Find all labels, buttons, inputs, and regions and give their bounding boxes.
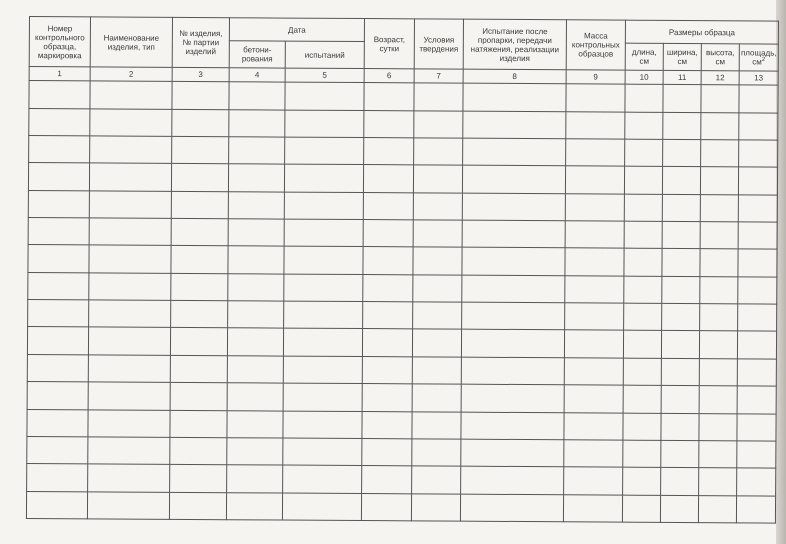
entry-cell[interactable] xyxy=(283,356,362,384)
entry-cell[interactable] xyxy=(699,440,737,468)
entry-cell[interactable] xyxy=(700,304,738,332)
entry-cell[interactable] xyxy=(411,493,460,521)
entry-cell[interactable] xyxy=(412,466,461,494)
entry-cell[interactable] xyxy=(625,139,663,167)
column-number-cell: 10 xyxy=(625,70,663,84)
entry-cell[interactable] xyxy=(463,138,566,166)
entry-cell[interactable] xyxy=(171,246,228,274)
entry-cell[interactable] xyxy=(624,303,662,331)
entry-cell[interactable] xyxy=(362,438,412,466)
entry-cell[interactable] xyxy=(228,246,284,274)
entry-cell[interactable] xyxy=(738,194,777,222)
entry-cell[interactable] xyxy=(625,84,663,112)
entry-cell[interactable] xyxy=(27,382,88,410)
entry-cell[interactable] xyxy=(565,275,624,303)
entry-cell[interactable] xyxy=(26,491,87,519)
entry-cell[interactable] xyxy=(661,358,699,386)
entry-cell[interactable] xyxy=(89,218,171,246)
entry-cell[interactable] xyxy=(699,468,737,496)
entry-cell[interactable] xyxy=(283,328,362,356)
entry-cell[interactable] xyxy=(172,109,229,137)
column-number-cell: 3 xyxy=(172,67,229,82)
entry-cell[interactable] xyxy=(361,493,411,521)
entry-cell[interactable] xyxy=(565,193,624,221)
entry-cell[interactable] xyxy=(564,412,623,440)
header-mass: Масса контрольных образцов xyxy=(566,20,625,70)
entry-cell[interactable] xyxy=(170,410,227,438)
entry-cell[interactable] xyxy=(699,331,737,359)
entry-cell[interactable] xyxy=(699,413,737,441)
entry-cell[interactable] xyxy=(563,494,622,522)
entry-cell[interactable] xyxy=(662,221,700,249)
entry-cell[interactable] xyxy=(738,222,777,250)
entry-cell[interactable] xyxy=(170,328,227,356)
entry-cell[interactable] xyxy=(462,302,565,330)
entry-cell[interactable] xyxy=(89,300,171,328)
entry-cell[interactable] xyxy=(363,274,413,302)
entry-cell[interactable] xyxy=(461,439,564,467)
column-number-cell: 4 xyxy=(229,68,285,83)
entry-cell[interactable] xyxy=(624,166,662,194)
entry-cell[interactable] xyxy=(88,327,170,355)
entry-cell[interactable] xyxy=(462,220,565,248)
entry-cell[interactable] xyxy=(412,384,461,412)
entry-cell[interactable] xyxy=(624,248,662,276)
entry-cell[interactable] xyxy=(228,164,284,192)
entry-cell[interactable] xyxy=(171,164,228,192)
entry-cell[interactable] xyxy=(623,413,661,441)
entry-cell[interactable] xyxy=(414,83,463,111)
entry-cell[interactable] xyxy=(564,330,623,358)
column-number-cell: 11 xyxy=(663,70,701,84)
header-sample-number: Номер контрольного образца, маркировка xyxy=(29,17,90,67)
entry-cell[interactable] xyxy=(624,194,662,222)
entry-cell[interactable] xyxy=(283,383,362,411)
entry-cell[interactable] xyxy=(283,465,362,493)
entry-cell[interactable] xyxy=(285,82,364,110)
entry-cell[interactable] xyxy=(663,139,701,167)
entry-cell[interactable] xyxy=(89,273,171,301)
entry-cell[interactable] xyxy=(227,355,283,383)
entry-cell[interactable] xyxy=(90,108,172,136)
entry-cell[interactable] xyxy=(701,140,739,168)
entry-cell[interactable] xyxy=(229,109,285,137)
entry-cell[interactable] xyxy=(363,165,413,193)
entry-cell[interactable] xyxy=(88,437,170,465)
entry-cell[interactable] xyxy=(284,219,363,247)
header-product-no: № изделия, № партии изделий xyxy=(172,17,229,67)
entry-cell[interactable] xyxy=(461,357,564,385)
entry-cell[interactable] xyxy=(228,301,284,329)
entry-cell[interactable] xyxy=(737,359,776,387)
entry-cell[interactable] xyxy=(229,137,285,165)
entry-cell[interactable] xyxy=(27,436,88,464)
entry-cell[interactable] xyxy=(171,191,228,219)
entry-cell[interactable] xyxy=(461,466,564,494)
column-number-cell: 5 xyxy=(285,68,364,83)
entry-cell[interactable] xyxy=(413,165,462,193)
header-area xyxy=(739,44,778,71)
entry-cell[interactable] xyxy=(364,137,414,165)
entry-cell[interactable] xyxy=(661,331,699,359)
entry-cell[interactable] xyxy=(88,382,170,410)
entry-cell[interactable] xyxy=(27,409,88,437)
entry-cell[interactable] xyxy=(28,245,89,273)
entry-cell[interactable] xyxy=(462,165,565,193)
entry-cell[interactable] xyxy=(412,329,461,357)
entry-cell[interactable] xyxy=(737,386,776,414)
entry-cell[interactable] xyxy=(738,167,777,195)
entry-cell[interactable] xyxy=(414,138,463,166)
entry-cell[interactable] xyxy=(662,249,700,277)
header-height: высота, см xyxy=(701,44,739,71)
entry-cell[interactable] xyxy=(226,492,282,520)
entry-cell[interactable] xyxy=(363,220,413,248)
entry-cell[interactable] xyxy=(701,85,739,113)
entry-cell[interactable] xyxy=(623,440,661,468)
entry-cell[interactable] xyxy=(622,495,660,523)
entry-cell[interactable] xyxy=(564,385,623,413)
entry-cell[interactable] xyxy=(227,465,283,493)
entry-cell[interactable] xyxy=(662,167,700,195)
entry-cell[interactable] xyxy=(284,301,363,329)
control-samples-table xyxy=(26,16,779,524)
entry-cell[interactable] xyxy=(171,300,228,328)
entry-cell[interactable] xyxy=(625,112,663,140)
entry-cell[interactable] xyxy=(737,441,776,469)
header-area-superscript: 2 xyxy=(761,56,766,63)
entry-cell[interactable] xyxy=(462,275,565,303)
entry-cell[interactable] xyxy=(364,83,414,111)
entry-cell[interactable] xyxy=(565,248,624,276)
entry-cell[interactable] xyxy=(661,468,699,496)
entry-cell[interactable] xyxy=(460,494,563,522)
entry-cell[interactable] xyxy=(413,302,462,330)
entry-cell[interactable] xyxy=(88,464,170,492)
entry-cell[interactable] xyxy=(564,358,623,386)
entry-cell[interactable] xyxy=(700,167,738,195)
entry-cell[interactable] xyxy=(227,328,283,356)
entry-cell[interactable] xyxy=(699,386,737,414)
entry-cell[interactable] xyxy=(170,465,227,493)
entry-cell[interactable] xyxy=(661,386,699,414)
entry-cell[interactable] xyxy=(463,111,566,139)
entry-cell[interactable] xyxy=(364,110,414,138)
entry-cell[interactable] xyxy=(227,438,283,466)
header-date: Дата xyxy=(229,18,364,42)
entry-cell[interactable] xyxy=(284,274,363,302)
entry-cell[interactable] xyxy=(700,222,738,250)
entry-cell[interactable] xyxy=(623,467,661,495)
entry-cell[interactable] xyxy=(29,81,90,109)
entry-cell[interactable] xyxy=(169,492,226,520)
entry-cell[interactable] xyxy=(88,409,170,437)
entry-cell[interactable] xyxy=(363,302,413,330)
entry-cell[interactable] xyxy=(463,83,566,111)
entry-cell[interactable] xyxy=(661,413,699,441)
entry-cell[interactable] xyxy=(413,275,462,303)
entry-cell[interactable] xyxy=(90,136,172,164)
entry-cell[interactable] xyxy=(737,413,776,441)
header-date-testing: испытаний xyxy=(285,41,364,68)
column-number-cell: 6 xyxy=(364,69,414,83)
entry-cell[interactable] xyxy=(662,303,700,331)
entry-cell[interactable] xyxy=(564,467,623,495)
entry-cell[interactable] xyxy=(28,217,89,245)
entry-cell[interactable] xyxy=(624,221,662,249)
header-test-after: Испытание после пропарки, передачи натяжения, реализации изделия xyxy=(463,19,566,70)
entry-cell[interactable] xyxy=(227,383,283,411)
entry-cell[interactable] xyxy=(566,139,625,167)
entry-cell[interactable] xyxy=(663,85,701,113)
entry-cell[interactable] xyxy=(170,355,227,383)
entry-cell[interactable] xyxy=(461,384,564,412)
entry-cell[interactable] xyxy=(229,82,285,110)
entry-cell[interactable] xyxy=(29,108,90,136)
entry-cell[interactable] xyxy=(661,440,699,468)
entry-cell[interactable] xyxy=(171,218,228,246)
entry-cell[interactable] xyxy=(739,112,778,140)
entry-cell[interactable] xyxy=(462,247,565,275)
header-length: длина, см xyxy=(625,43,663,70)
entry-cell[interactable] xyxy=(29,135,90,163)
entry-cell[interactable] xyxy=(171,273,228,301)
entry-cell[interactable] xyxy=(284,246,363,274)
entry-cell[interactable] xyxy=(87,491,169,519)
entry-cell[interactable] xyxy=(284,164,363,192)
entry-cell[interactable] xyxy=(412,439,461,467)
entry-cell[interactable] xyxy=(363,192,413,220)
entry-cell[interactable] xyxy=(623,358,661,386)
entry-cell[interactable] xyxy=(662,194,700,222)
entry-cell[interactable] xyxy=(28,272,89,300)
entry-cell[interactable] xyxy=(461,330,564,358)
entry-cell[interactable] xyxy=(27,354,88,382)
entry-cell[interactable] xyxy=(28,300,89,328)
column-number-cell: 8 xyxy=(463,69,566,84)
entry-cell[interactable] xyxy=(412,357,461,385)
entry-cell[interactable] xyxy=(282,493,361,521)
entry-cell[interactable] xyxy=(362,466,412,494)
entry-cell[interactable] xyxy=(738,249,777,277)
entry-cell[interactable] xyxy=(283,411,362,439)
entry-cell[interactable] xyxy=(566,84,625,112)
entry-cell[interactable] xyxy=(701,112,739,140)
entry-cell[interactable] xyxy=(565,166,624,194)
entry-cell[interactable] xyxy=(172,136,229,164)
entry-cell[interactable] xyxy=(737,468,776,496)
entry-cell[interactable] xyxy=(170,383,227,411)
entry-cell[interactable] xyxy=(462,193,565,221)
entry-cell[interactable] xyxy=(362,384,412,412)
entry-cell[interactable] xyxy=(738,277,777,305)
entry-cell[interactable] xyxy=(283,438,362,466)
header-age: Возраст, сутки xyxy=(364,19,414,69)
entry-cell[interactable] xyxy=(565,221,624,249)
entry-cell[interactable] xyxy=(738,304,777,332)
entry-cell[interactable] xyxy=(362,356,412,384)
column-number-cell: 7 xyxy=(414,69,463,83)
header-width: ширина, см xyxy=(663,43,701,70)
entry-cell[interactable] xyxy=(736,495,775,523)
entry-cell[interactable] xyxy=(699,358,737,386)
entry-cell[interactable] xyxy=(566,111,625,139)
entry-cell[interactable] xyxy=(663,112,701,140)
entry-cell[interactable] xyxy=(228,219,284,247)
entry-cell[interactable] xyxy=(88,355,170,383)
header-product-name: Наименование изделия, тип xyxy=(90,17,172,67)
entry-cell[interactable] xyxy=(700,276,738,304)
entry-cell[interactable] xyxy=(284,192,363,220)
entry-cell[interactable] xyxy=(413,192,462,220)
entry-cell[interactable] xyxy=(27,327,88,355)
entry-cell[interactable] xyxy=(623,331,661,359)
entry-cell[interactable] xyxy=(739,85,778,113)
header-date-concreting: бетони-рования xyxy=(229,41,285,68)
entry-cell[interactable] xyxy=(461,412,564,440)
table-row xyxy=(26,491,775,523)
entry-cell[interactable] xyxy=(27,464,88,492)
entry-cell[interactable] xyxy=(698,495,736,523)
entry-cell[interactable] xyxy=(363,247,413,275)
entry-cell[interactable] xyxy=(660,495,698,523)
entry-cell[interactable] xyxy=(170,437,227,465)
column-number-cell: 2 xyxy=(90,67,172,82)
column-number-cell: 1 xyxy=(29,67,90,82)
header-curing: Условия твердения xyxy=(414,19,463,69)
entry-cell[interactable] xyxy=(700,194,738,222)
entry-cell[interactable] xyxy=(227,410,283,438)
entry-cell[interactable] xyxy=(228,273,284,301)
header-dimensions: Размеры образца xyxy=(625,20,778,44)
entry-cell[interactable] xyxy=(362,411,412,439)
entry-cell[interactable] xyxy=(28,190,89,218)
entry-cell[interactable] xyxy=(624,276,662,304)
entry-cell[interactable] xyxy=(228,191,284,219)
entry-cell[interactable] xyxy=(362,329,412,357)
column-number-cell: 12 xyxy=(701,71,739,85)
entry-cell[interactable] xyxy=(413,247,462,275)
entry-cell[interactable] xyxy=(623,385,661,413)
entry-cell[interactable] xyxy=(413,220,462,248)
entry-cell[interactable] xyxy=(89,190,171,218)
entry-cell[interactable] xyxy=(412,411,461,439)
entry-cell[interactable] xyxy=(90,81,172,109)
entry-cell[interactable] xyxy=(565,303,624,331)
entry-cell[interactable] xyxy=(28,163,89,191)
column-number-cell: 9 xyxy=(566,70,625,85)
column-number-cell: 13 xyxy=(739,71,778,85)
entry-cell[interactable] xyxy=(285,137,364,165)
entry-cell[interactable] xyxy=(739,140,778,168)
header-area-label: площадь, см xyxy=(740,48,777,67)
entry-cell[interactable] xyxy=(737,331,776,359)
entry-cell[interactable] xyxy=(414,110,463,138)
entry-cell[interactable] xyxy=(700,249,738,277)
entry-cell[interactable] xyxy=(285,110,364,138)
entry-cell[interactable] xyxy=(172,82,229,110)
entry-cell[interactable] xyxy=(89,163,171,191)
entry-cell[interactable] xyxy=(662,276,700,304)
entry-cell[interactable] xyxy=(564,440,623,468)
entry-cell[interactable] xyxy=(89,245,171,273)
